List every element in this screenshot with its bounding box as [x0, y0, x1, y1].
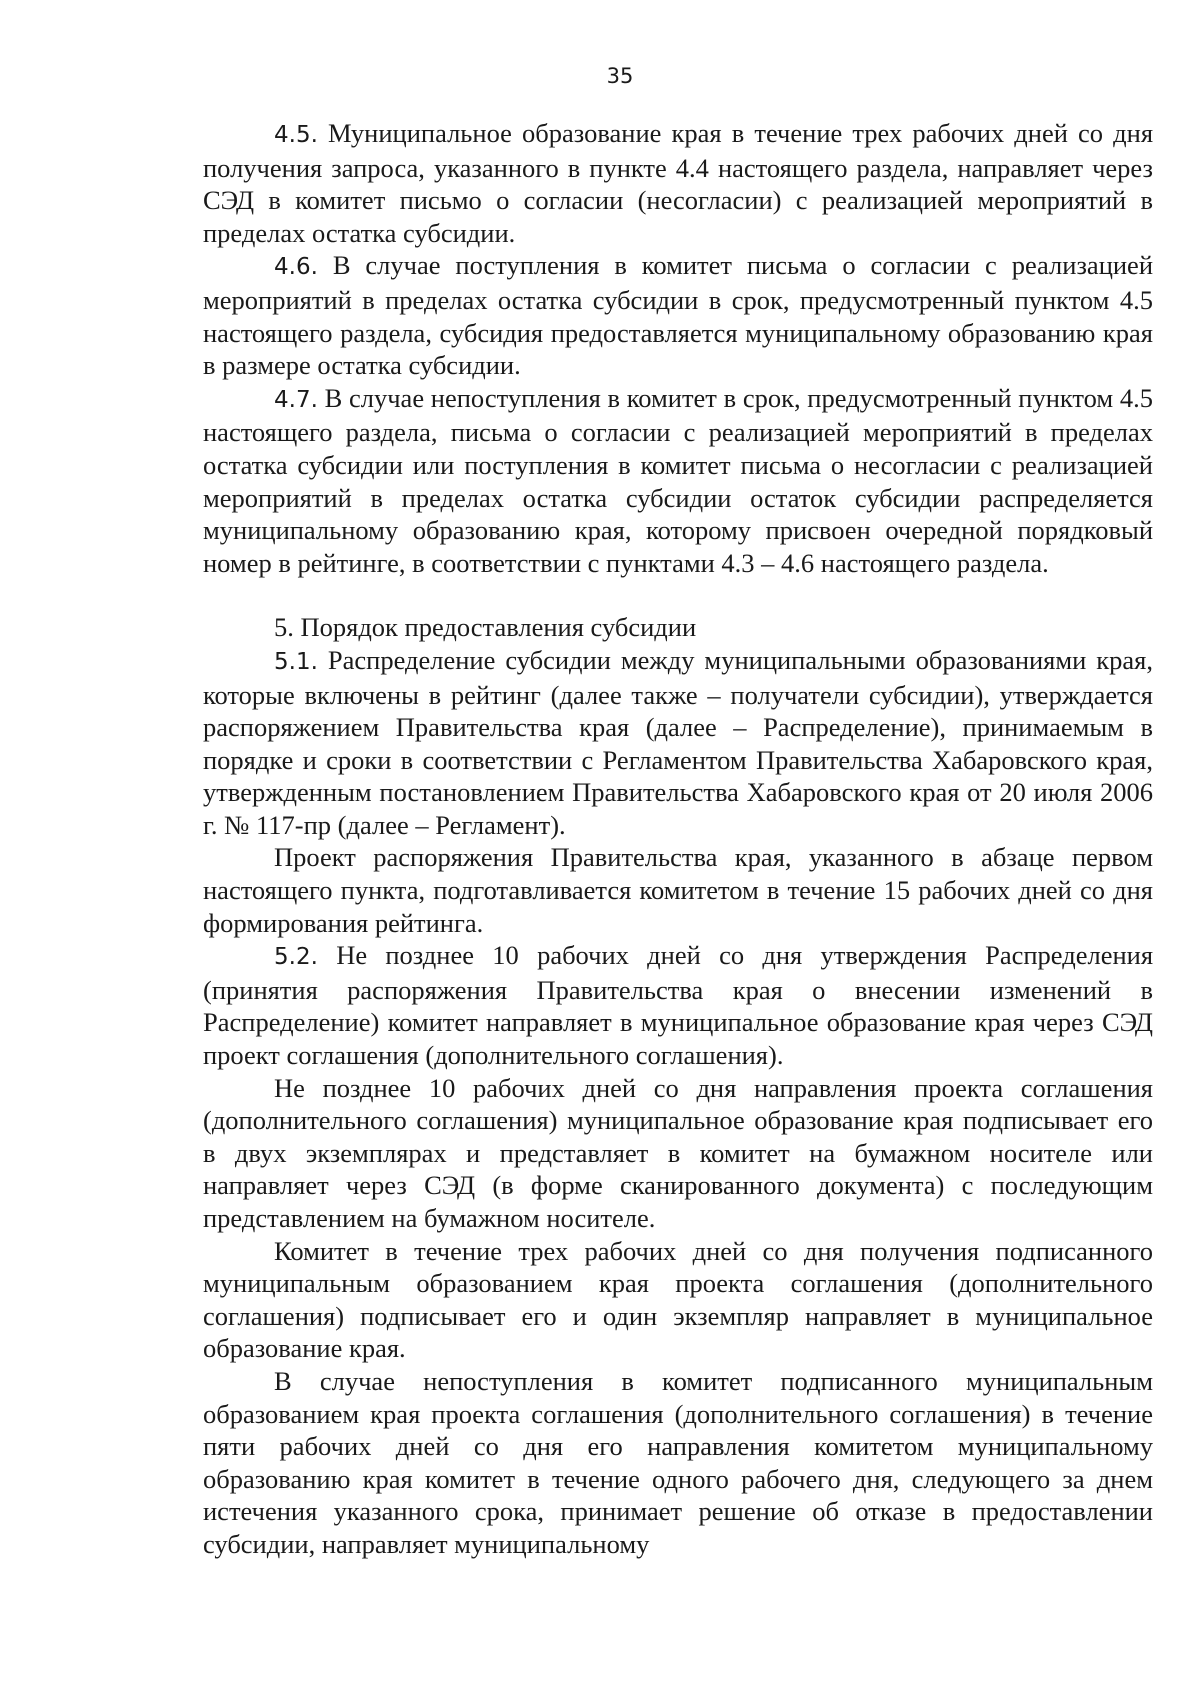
- paragraph-5-2-fourth: [203, 1365, 1153, 1561]
- paragraph-4-7: [203, 382, 1153, 580]
- paragraph-4-5: [203, 117, 1153, 249]
- clause-number: 4.5.: [274, 122, 318, 148]
- clause-number: 4.7.: [274, 386, 318, 413]
- paragraph-text: Проект распоряжения Правительства края, указанного в абзаце первом настоящего пункта, подготавливается комитетом в течение 15 рабочих дней со дня формирования рейтинга.: [203, 842, 1153, 938]
- page-number: 35: [606, 64, 634, 88]
- clause-number: 5.2.: [274, 944, 318, 971]
- paragraph-text: Не позднее 10 рабочих дней со дня направления проекта соглашения (дополнительного соглашения) муниципальное образование края подписывает его в двух экземплярах и представляет в комитет на бумажном носителе или направляет через СЭД (в форме сканированного документа) с последующим представлением на бумажном носителе.: [203, 1072, 1153, 1233]
- document-body: [203, 117, 1153, 1561]
- paragraph-text: Распределение субсидии между муниципальными образованиями края, которые включены в рейтинг (далее также – получатели субсидии), утверждается распоряжением Правительства края (далее – Распределение), принимаемым в порядке и сроки в соответствии с Регламентом Правительства Хабаровского края, утвержденным постановлением Правительства Хабаровского края от 20 июля 2006 г. № 117-пр (далее – Регламент).: [203, 644, 1153, 840]
- paragraph-text: Не позднее 10 рабочих дней со дня утверждения Распределения (принятия распоряжения Правительства края о внесении изменений в Распределение) комитет направляет в муниципальное образование края через СЭД проект соглашения (дополнительного соглашения).: [203, 940, 1154, 1071]
- paragraph-text: В случае непоступления в комитет подписанного муниципальным образованием края проекта соглашения (дополнительного соглашения) в течение пяти рабочих дней со дня его направления комитетом муниципальному образованию края комитет в течение одного рабочего дня, следующего за днем истечения указанного срока, принимает решение об отказе в предоставлении субсидии, направляет муниципальному: [203, 1365, 1153, 1559]
- paragraph-4-6: [203, 249, 1153, 381]
- section-heading: 5. Порядок предоставления субсидии: [274, 612, 697, 643]
- paragraph-5-2: [203, 939, 1153, 1071]
- paragraph-5-1: [203, 644, 1153, 842]
- paragraph-5-1-second: [203, 841, 1153, 939]
- paragraph-text: Комитет в течение трех рабочих дней со дня получения подписанного муниципальным образованием края проекта соглашения (дополнительного соглашения) подписывает его и один экземпляр направляет в муниципальное образование края.: [203, 1235, 1153, 1364]
- paragraph-text: Муниципальное образование края в течение трех рабочих дней со дня получения запроса, указанного в пункте 4.4 настоящего раздела, направляет через СЭД в комитет письмо о согласии (несогласии) с реализацией мероприятий в пределах остатка субсидии.: [203, 118, 1154, 248]
- clause-number: 4.6.: [274, 254, 318, 281]
- paragraph-text: В случае поступления в комитет письма о согласии с реализацией мероприятий в пределах остатка субсидии в срок, предусмотренный пунктом 4.5 настоящего раздела, субсидия предоставляется муниципальному образованию края в размере остатка субсидии.: [203, 250, 1153, 381]
- clause-number: 5.1.: [274, 648, 318, 675]
- paragraph-text: В случае непоступления в комитет в срок, предусмотренный пунктом 4.5 настоящего раздела, письма о согласии с реализацией мероприятий в пределах остатка субсидии или поступления в комитет письма о несогласии с реализацией мероприятий в пределах остатка субсидии остаток субсидии распределяется муниципальному образованию края, которому присвоен очередной порядковый номер в рейтинге, в соответствии с пунктами 4.3 – 4.6 настоящего раздела.: [203, 382, 1154, 578]
- paragraph-5-2-second: [203, 1072, 1153, 1235]
- paragraph-5-2-third: [203, 1235, 1153, 1365]
